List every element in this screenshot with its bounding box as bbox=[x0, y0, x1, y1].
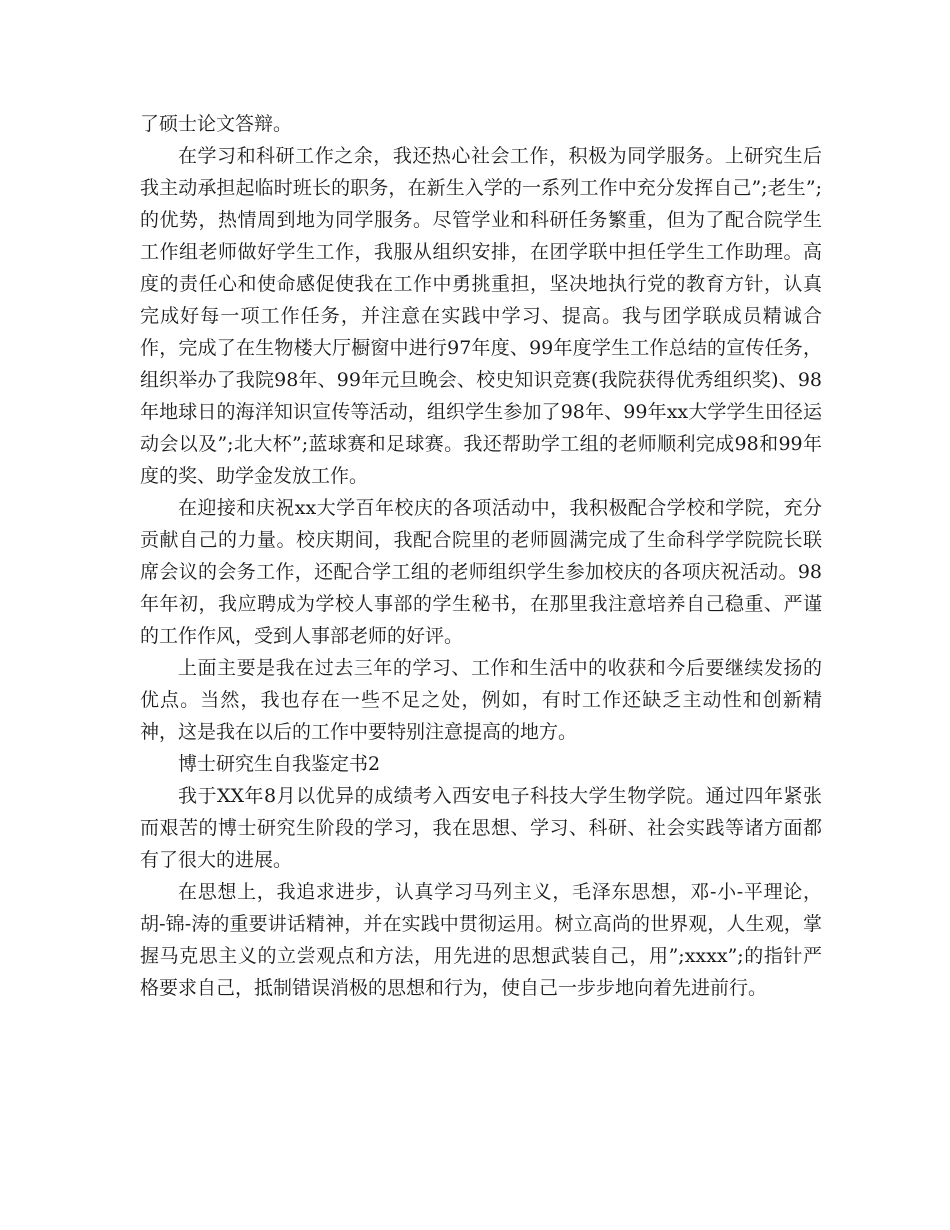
paragraph-continuation: 了硕士论文答辩。 bbox=[140, 113, 293, 135]
paragraph-summary: 上面主要是我在过去三年的学习、工作和生活中的收获和今后要继续发扬的优点。当然，我也存在一些不足之处，例如，有时工作还缺乏主动性和创新精神，这是我在以后的工作中要特别注意提高的地方。 bbox=[140, 657, 822, 743]
paragraph-anniversary: 在迎接和庆祝xx大学百年校庆的各项活动中，我积极配合学校和学院，充分贡献自己的力量。校庆期间，我配合院里的老师圆满完成了生命科学学院院长联席会议的会务工作，还配合学工组的老师组织学生参加校庆的各项庆祝活动。98年年初，我应聘成为学校人事部的学生秘书，在那里我注意培养自己稳重、严谨的工作作风，受到人事部老师的好评。 bbox=[140, 497, 822, 647]
section-heading: 博士研究生自我鉴定书2 bbox=[178, 753, 381, 775]
paragraph-admission: 我于XX年8月以优异的成绩考入西安电子科技大学生物学院。通过四年紧张而艰苦的博士研究生阶段的学习，我在思想、学习、科研、社会实践等诸方面都有了很大的进展。 bbox=[140, 785, 822, 871]
document-page bbox=[140, 108, 822, 1004]
paragraph-ideology: 在思想上，我追求进步，认真学习马列主义，毛泽东思想，邓-小-平理论，胡-锦-涛的重要讲话精神，并在实践中贯彻运用。树立高尚的世界观，人生观，掌握马克思主义的立尝观点和方法，用先进的思想武装自己，用”;xxxx”;的指针严格要求自己，抵制错误消极的思想和行为，使自己一步步地向着先进前行。 bbox=[140, 881, 822, 999]
paragraph-social-work: 在学习和科研工作之余，我还热心社会工作，积极为同学服务。上研究生后我主动承担起临时班长的职务，在新生入学的一系列工作中充分发挥自己”;老生”;的优势，热情周到地为同学服务。尽管学业和科研任务繁重，但为了配合院学生工作组老师做好学生工作，我服从组织安排，在团学联中担任学生工作助理。高度的责任心和使命感促使我在工作中勇挑重担，坚决地执行党的教育方针，认真完成好每一项工作任务，并注意在实践中学习、提高。我与团学联成员精诚合作，完成了在生物楼大厅橱窗中进行97年度、99年度学生工作总结的宣传任务，组织举办了我院98年、99年元旦晚会、校史知识竞赛(我院获得优秀组织奖)、98年地球日的海洋知识宣传等活动，组织学生参加了98年、99年xx大学学生田径运动会以及”;北大杯”;蓝球赛和足球赛。我还帮助学工组的老师顺利完成98和99年度的奖、助学金发放工作。 bbox=[140, 145, 822, 487]
